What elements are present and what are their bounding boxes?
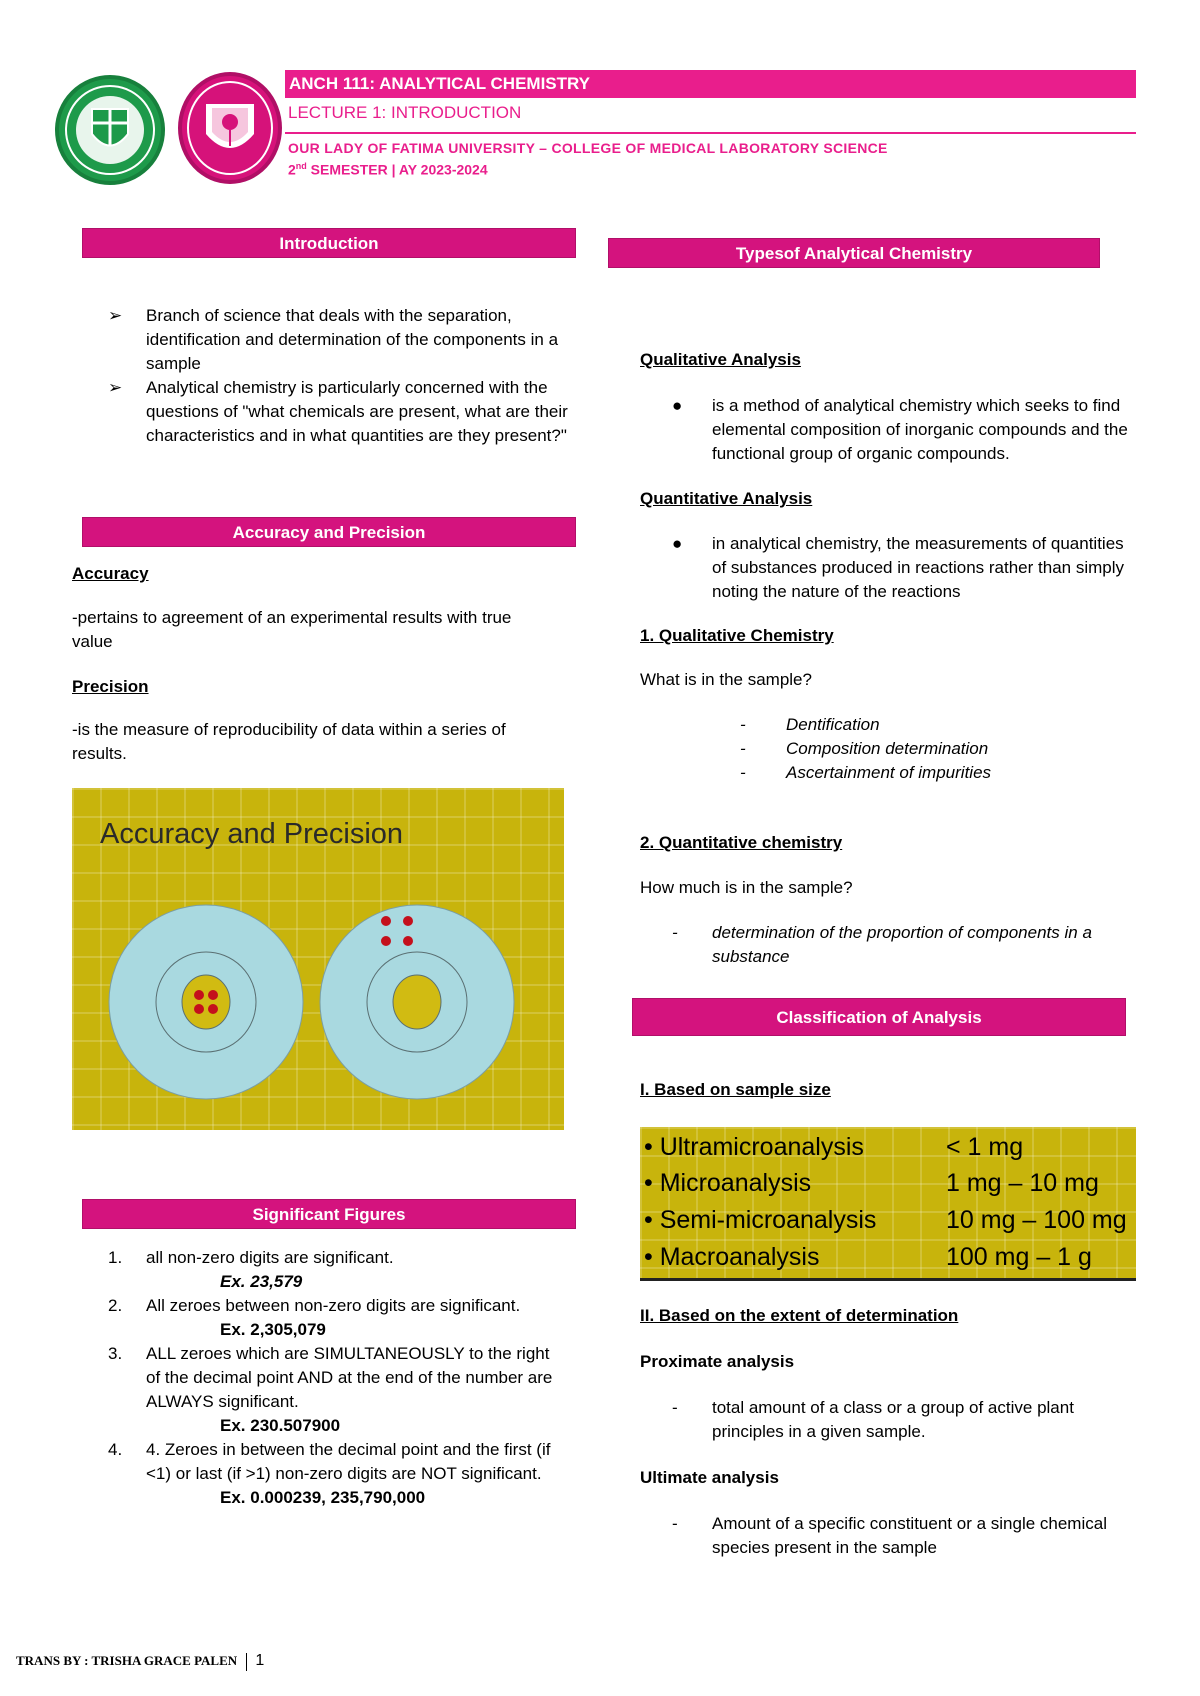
precision-label: Precision [72, 677, 149, 696]
quantitative-analysis-label: Quantitative Analysis [640, 489, 813, 508]
precision-definition: -is the measure of reproducibility of data within a series of results. [72, 720, 506, 763]
sample-size-row: • Semi-microanalysis 10 mg – 100 mg [644, 1206, 1127, 1234]
intro-bullet-2: ➢ Analytical chemistry is particularly concerned with the questions of "what chemicals are present, what are their characteristics and in what quantities are they present?" [108, 378, 568, 445]
green-university-seal [55, 75, 165, 185]
qual-chem-item-2: - Composition determination [740, 739, 989, 758]
qualitative-chemistry-question: What is in the sample? [640, 670, 812, 689]
arrow-bullet-icon: ➢ [108, 306, 123, 325]
types-heading: Typesof Analytical Chemistry [608, 238, 1100, 268]
qualitative-chemistry-label: 1. Qualitative Chemistry [640, 626, 834, 645]
sample-size-row: • Microanalysis 1 mg – 10 mg [644, 1169, 1099, 1197]
dot-bullet-icon: ● [672, 534, 683, 553]
significant-figures-heading: Significant Figures [82, 1199, 576, 1229]
accuracy-precision-heading: Accuracy and Precision [82, 517, 576, 547]
classification-heading: Classification of Analysis [632, 998, 1126, 1036]
accuracy-precision-image [72, 788, 564, 1130]
dot-bullet-icon: ● [672, 396, 683, 415]
image-title: Accuracy and Precision [100, 818, 404, 850]
qual-chem-item-3: - Ascertainment of impurities [740, 763, 992, 782]
sample-size-row: • Ultramicroanalysis < 1 mg [644, 1133, 1024, 1161]
sigfig-item-1: 1. all non-zero digits are significant. Ex. 23,579 [108, 1248, 394, 1291]
sigfig-item-4: 4. 4. Zeroes in between the decimal point and the first (if <1) or last (if >1) non-zero digits are NOT significant. Ex. 0.000239, 235,790,000 [108, 1440, 551, 1507]
page-number: 1 [255, 1652, 265, 1669]
ultimate-item: - Amount of a specific constituent or a single chemical species present in the sample [672, 1514, 1107, 1557]
sigfig-item-2: 2. All zeroes between non-zero digits are significant. Ex. 2,305,079 [108, 1296, 521, 1339]
footer [16, 1652, 264, 1671]
sigfig-item-3: 3. ALL zeroes which are SIMULTANEOUSLY to the right of the decimal point AND at the end of the number are ALWAYS significant. Ex. 230.507900 [108, 1344, 553, 1435]
introduction-heading: Introduction [82, 228, 576, 258]
intro-bullet-1: ➢ Branch of science that deals with the separation, identification and determination of the components in a sample [108, 306, 559, 373]
accuracy-definition: -pertains to agreement of an experimental results with true value [72, 608, 512, 651]
course-title-bar [285, 70, 1136, 98]
proximate-label: Proximate analysis [640, 1352, 795, 1371]
transcriber-credit: TRANS BY : TRISHA GRACE PALEN [16, 1653, 238, 1668]
sample-size-table-image [640, 1127, 1136, 1281]
qualitative-analysis-label: Qualitative Analysis [640, 350, 801, 369]
quantitative-chemistry-label: 2. Quantitative chemistry [640, 833, 843, 852]
qual-chem-item-1: - Dentification [740, 715, 880, 734]
university-line: OUR LADY OF FATIMA UNIVERSITY – COLLEGE OF MEDICAL LABORATORY SCIENCE [288, 140, 888, 156]
arrow-bullet-icon: ➢ [108, 378, 123, 397]
quant-chem-item-1: - determination of the proportion of components in a substance [672, 923, 1092, 966]
ultimate-label: Ultimate analysis [640, 1468, 779, 1487]
semester-line: 2nd SEMESTER | AY 2023-2024 [288, 161, 488, 178]
pink-college-seal [178, 72, 282, 184]
extent-label: II. Based on the extent of determination [640, 1306, 959, 1325]
quantitative-chemistry-question: How much is in the sample? [640, 878, 853, 897]
precise-target [320, 905, 514, 1099]
proximate-item: - total amount of a class or a group of active plant principles in a given sample. [672, 1398, 1074, 1441]
accurate-target [109, 905, 303, 1099]
sample-size-row: • Macroanalysis 100 mg – 1 g [644, 1243, 1092, 1271]
accuracy-label: Accuracy [72, 564, 149, 583]
qualitative-analysis-item: ● is a method of analytical chemistry which seeks to find elemental composition of inorganic compounds and the functional group of organic compounds. [672, 396, 1128, 463]
course-title: ANCH 111: ANALYTICAL CHEMISTRY [289, 74, 591, 93]
header-divider [285, 132, 1136, 134]
lecture-title: LECTURE 1: INTRODUCTION [288, 103, 522, 122]
quantitative-analysis-item: ● in analytical chemistry, the measurements of quantities of substances produced in reactions rather than simply noting the nature of the reactions [672, 534, 1125, 601]
sample-size-label: I. Based on sample size [640, 1080, 831, 1099]
